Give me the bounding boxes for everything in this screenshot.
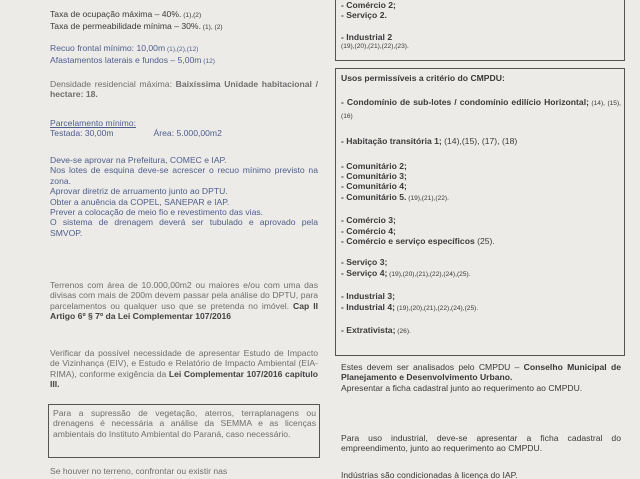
land-area-note: Terrenos com área de 10.000,00m2 ou maiores e/ou com uma das divisas com mais de 200m devem passar pela análise do DPTU, para parcelamentos ou qualquer uso que se pretenda no imóvel. Cap II Artigo 6º § 7º da Lei Complementar 107/2016 — [50, 280, 318, 322]
setback-params — [50, 43, 318, 68]
approval-line: Aprovar diretriz de arruamento junto ao DPTU. — [50, 186, 228, 197]
approval-line: Deve-se aprovar na Prefeitura, COMEC e IAP. — [50, 155, 227, 165]
use-group — [341, 136, 621, 146]
use-group — [341, 97, 621, 122]
footer-line: Se houver no terreno, confrontar ou existir nas — [50, 466, 228, 476]
analysis-text: Estes devem ser analisados pelo CMPDU – Conselho Municipal de Planejamento e Desenvolvimento Urbano. — [341, 362, 621, 383]
use-item: - Serviço 3; — [341, 257, 388, 268]
use-item: - Comunitário 5. (19),(21),(22). — [341, 191, 449, 202]
occupancy-params — [50, 9, 318, 34]
use-item: - Industrial 4; (19),(20),(21),(22),(24),(25). — [341, 301, 479, 312]
use-group — [341, 161, 621, 205]
use-item: - Comunitário 2; — [341, 160, 407, 171]
setback-line: Recuo frontal mínimo: 10,00m (1),(2),(12) — [50, 43, 199, 53]
use-item: - Condomínio de sub-lotes / condomínio edilício Horizontal; (14), (15), (16) — [341, 97, 622, 120]
approval-line: Nos lotes de esquina deve-se acrescer o recuo mínimo previsto na zona. — [50, 165, 318, 186]
vegetation-note: Para a supressão de vegetação, aterros, terraplanagens ou drenagens é necessária a análise da SEMMA e as licenças ambientais do Instituto Ambiental do Paraná, caso necessário. — [53, 408, 316, 439]
param-line: Taxa de ocupação máxima – 40%. (1),(2) — [50, 9, 202, 19]
use-item: - Serviço 4; (19),(20),(21),(22),(24),(25). — [341, 267, 471, 278]
industrial-use-note: Para uso industrial, deve-se apresentar a ficha cadastral do empreendimento, junto ao requerimento ao CMPDU. — [341, 433, 621, 454]
permissible-uses — [341, 73, 621, 338]
permissible-title: Usos permissíveis a critério do CMPDU: — [341, 73, 505, 83]
license-note: Indústrias são condicionadas à licença do IAP. — [341, 470, 518, 479]
impact-study-note: Verificar da possível necessidade de apresentar Estudo de Impacto de Vizinhança (EIV), e Estudo e Relatório de Impacto Ambiental (EIA-RIMA), conforme exigência da Lei Complementar 107/2016 capítulo III. — [50, 348, 318, 390]
use-item: - Comunitário 3; — [341, 171, 407, 182]
approval-line: Prever a colocação de meio fio e revestimento das vias. — [50, 207, 264, 218]
approvals-block — [50, 155, 318, 238]
analysis-form: Apresentar a ficha cadastral junto ao requerimento ao CMPDU. — [341, 382, 583, 393]
setback-line: Afastamentos laterais e fundos – 5,00m (12) — [50, 55, 215, 66]
cmpdu-analysis — [341, 362, 621, 393]
use-item: - Comércio 4; — [341, 225, 396, 236]
approval-line: Obter a anuência da COPEL, SANEPAR e IAP. — [50, 196, 230, 207]
left-column — [44, 0, 322, 479]
use-item: - Serviço 2. — [341, 10, 387, 21]
use-item: - Extrativista; (26). — [341, 325, 411, 336]
use-item: - Industrial 3; — [341, 291, 395, 302]
use-group — [341, 291, 621, 314]
parcel-dimensions: Testada: 30,00m Área: 5.000,00m2 — [50, 128, 222, 139]
right-column — [335, 0, 625, 479]
use-group — [341, 215, 621, 246]
industrial-item: - Industrial 2 — [341, 31, 393, 42]
use-group — [341, 325, 621, 337]
min-parcel — [50, 118, 318, 139]
use-item: - Comércio e serviço específicos (25). — [341, 236, 495, 247]
use-group — [341, 257, 621, 280]
use-item: - Comércio 3; — [341, 215, 396, 226]
industrial-refs: (19),(20),(21),(22),(23). — [341, 43, 409, 51]
approval-line: O sistema de drenagem deverá ser tubulado e aprovado pela SMVOP. — [50, 217, 318, 238]
use-item: - Habitação transitória 1; (14),(15), (17), (18) — [341, 136, 518, 147]
density-text: Densidade residencial máxima: Baixíssima Unidade habitacional / hectare: 18. — [50, 79, 318, 100]
parcel-title: Parcelamento mínimo: — [50, 118, 136, 128]
use-item: - Comunitário 4; — [341, 181, 407, 192]
param-line: Taxa de permeabilidade mínima – 30%. (1), (2) — [50, 21, 223, 32]
permitted-items — [341, 0, 621, 53]
use-item: - Comércio 2; — [341, 0, 396, 10]
